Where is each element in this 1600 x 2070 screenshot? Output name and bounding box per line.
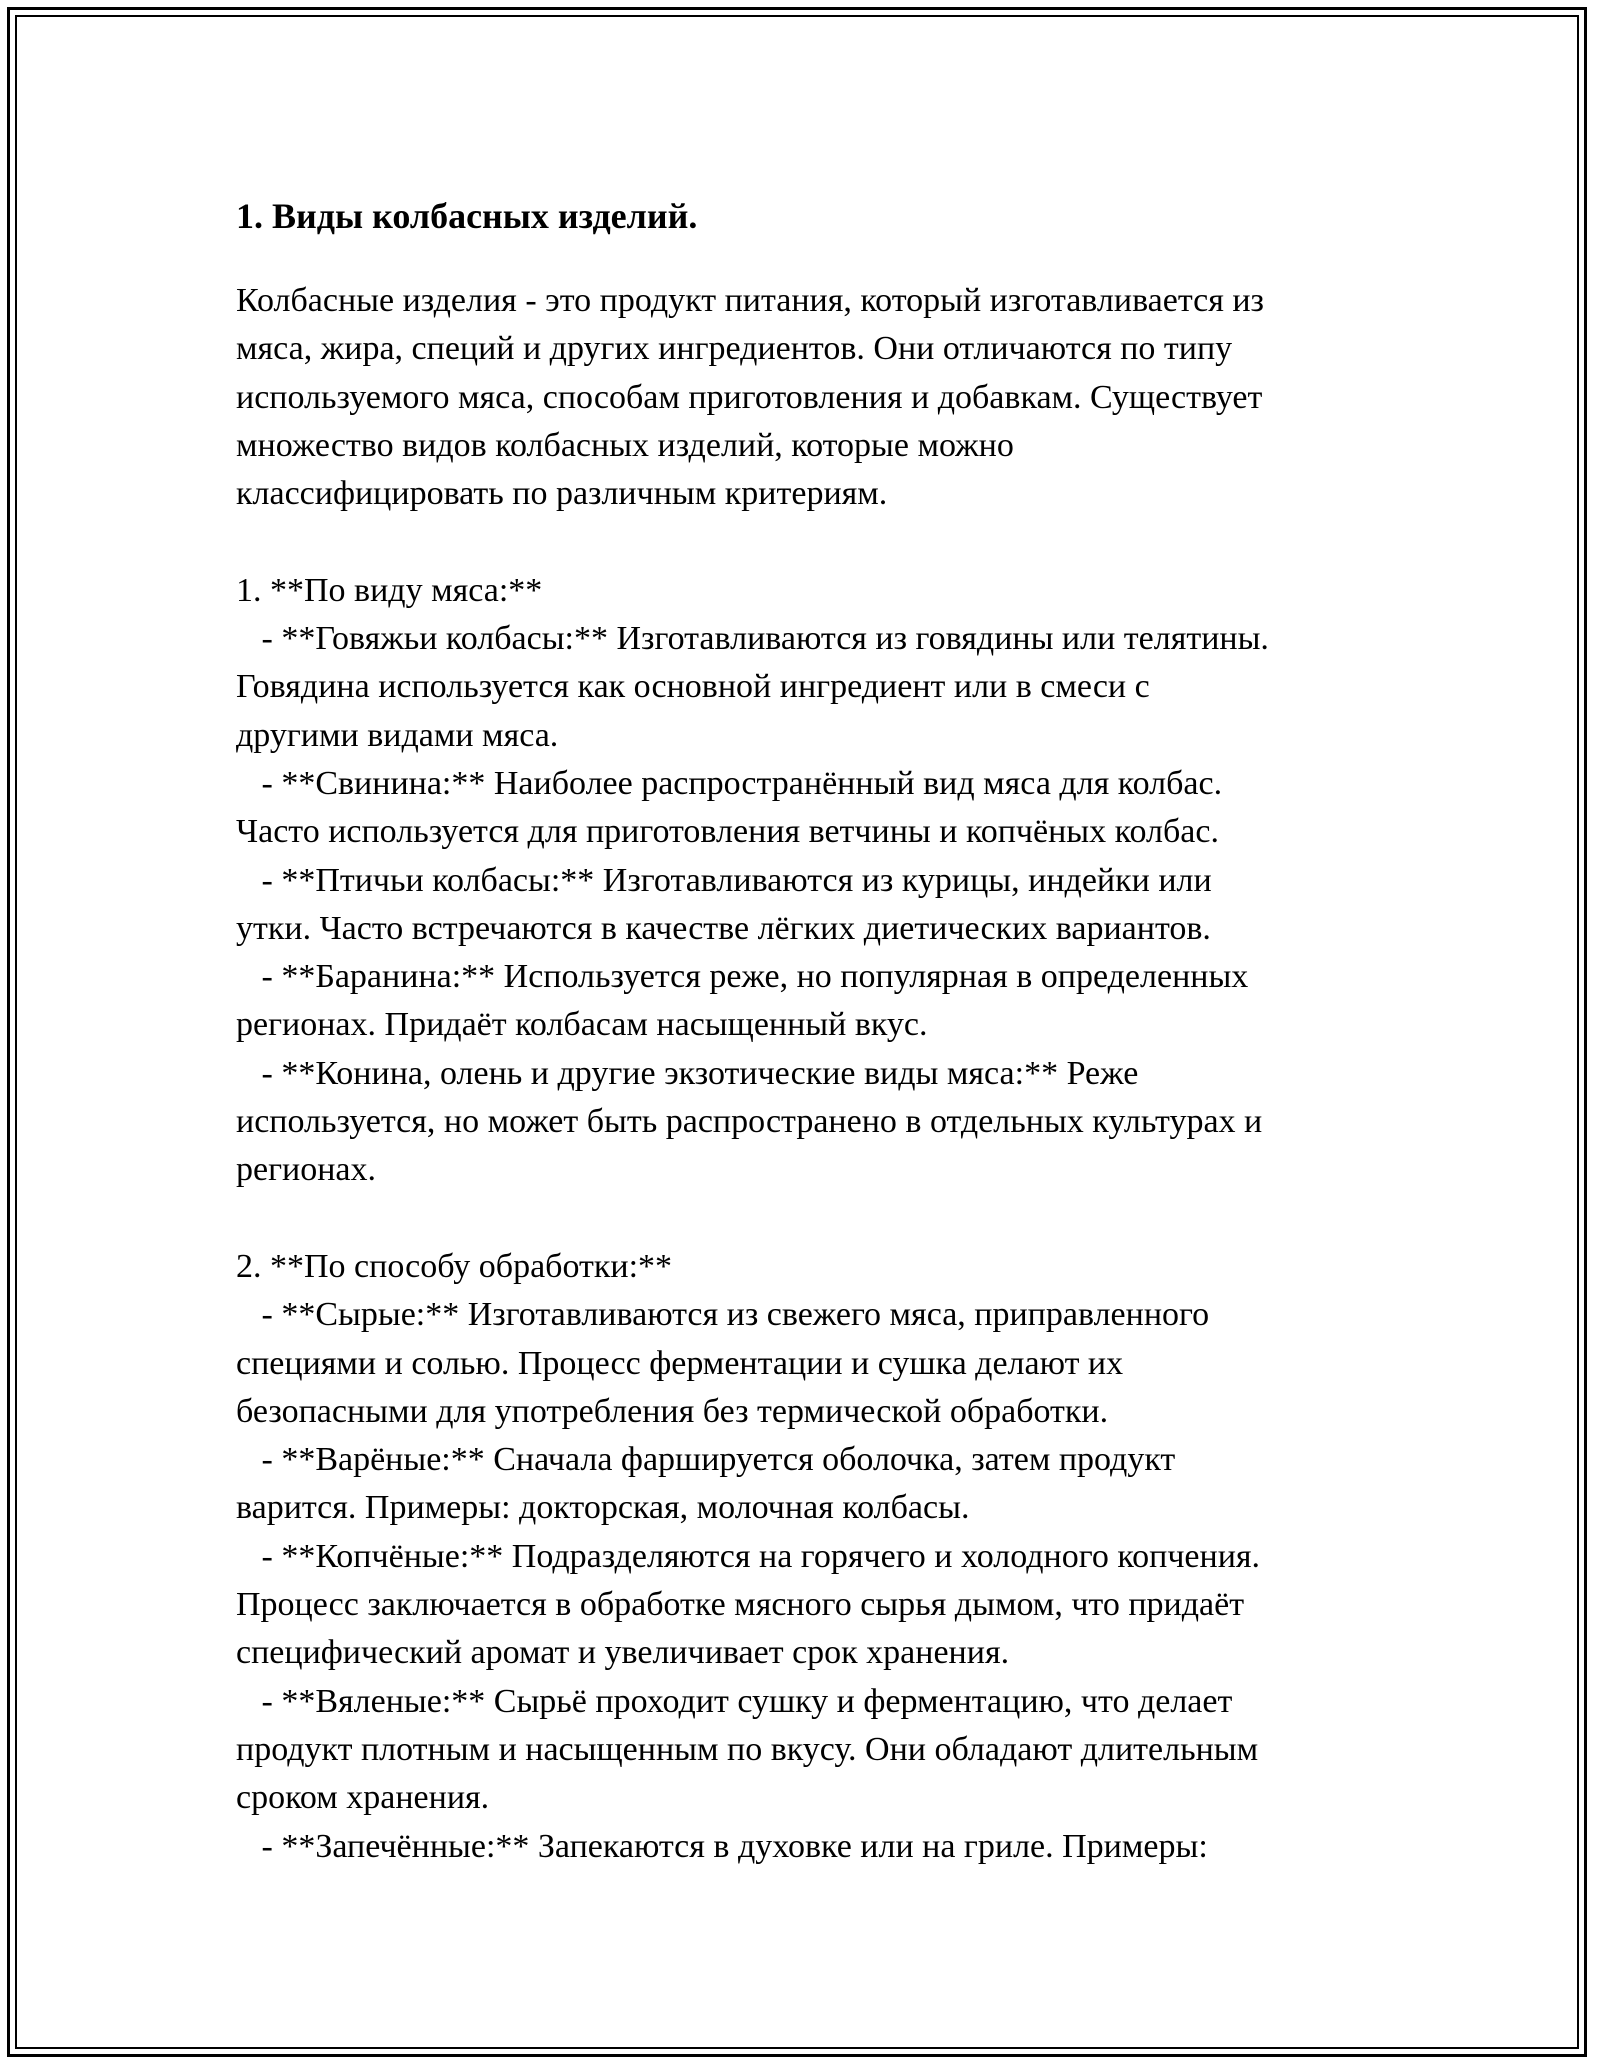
section-heading: 1. Виды колбасных изделий. (236, 196, 698, 236)
document-body: Колбасные изделия - это продукт питания, который изготавливается из мяса, жира, специй и других ингредиентов. Они отличаются по типу используемого мяса, способам приготовления и добавкам. Существует множество видов колбасных изделий, которые можно классифицировать по различным критериям. 1. **По виду мяса:** - **Говяжьи колбасы:** Изготавливаются из говядины или телятины. Говядина используется как основной ингредиент или в смеси с другими видами мяса. - **Свинина:** Наиболее распространённый вид мяса для колбас. Часто используется для приготовления ветчины и копчёных колбас. - **Птичьи колбасы:** Изготавливаются из курицы, индейки или утки. Часто встречаются в качестве лёгких диетических вариантов. - **Баранина:** Используется реже, но популярная в определенных регионах. Придаёт колбасам насыщенный вкус. - **Конина, олень и другие экзотические виды мяса:** Реже используется, но может быть распространено в отдельных культурах и регионах. 2. **По способу обработки:** - **Сырые:** Изготавливаются из свежего мяса, приправленного специями и солью. Процесс ферментации и сушка делают их безопасными для употребления без термической обработки. - **Варёные:** Сначала фаршируется оболочка, затем продукт варится. Примеры: докторская, молочная колбасы. - **Копчёные:** Подразделяются на горячего и холодного копчения. Процесс заключается в обработке мясного сырья дымом, что придаёт специфический аромат и увеличивает срок хранения. - **Вяленые:** Сырьё проходит сушку и ферментацию, что делает продукт плотным и насыщенным по вкусу. Они обладают длительным сроком хранения. - **Запечённые:** Запекаются в духовке или на гриле. Примеры: (236, 282, 1269, 1865)
document-content (236, 188, 1376, 1871)
